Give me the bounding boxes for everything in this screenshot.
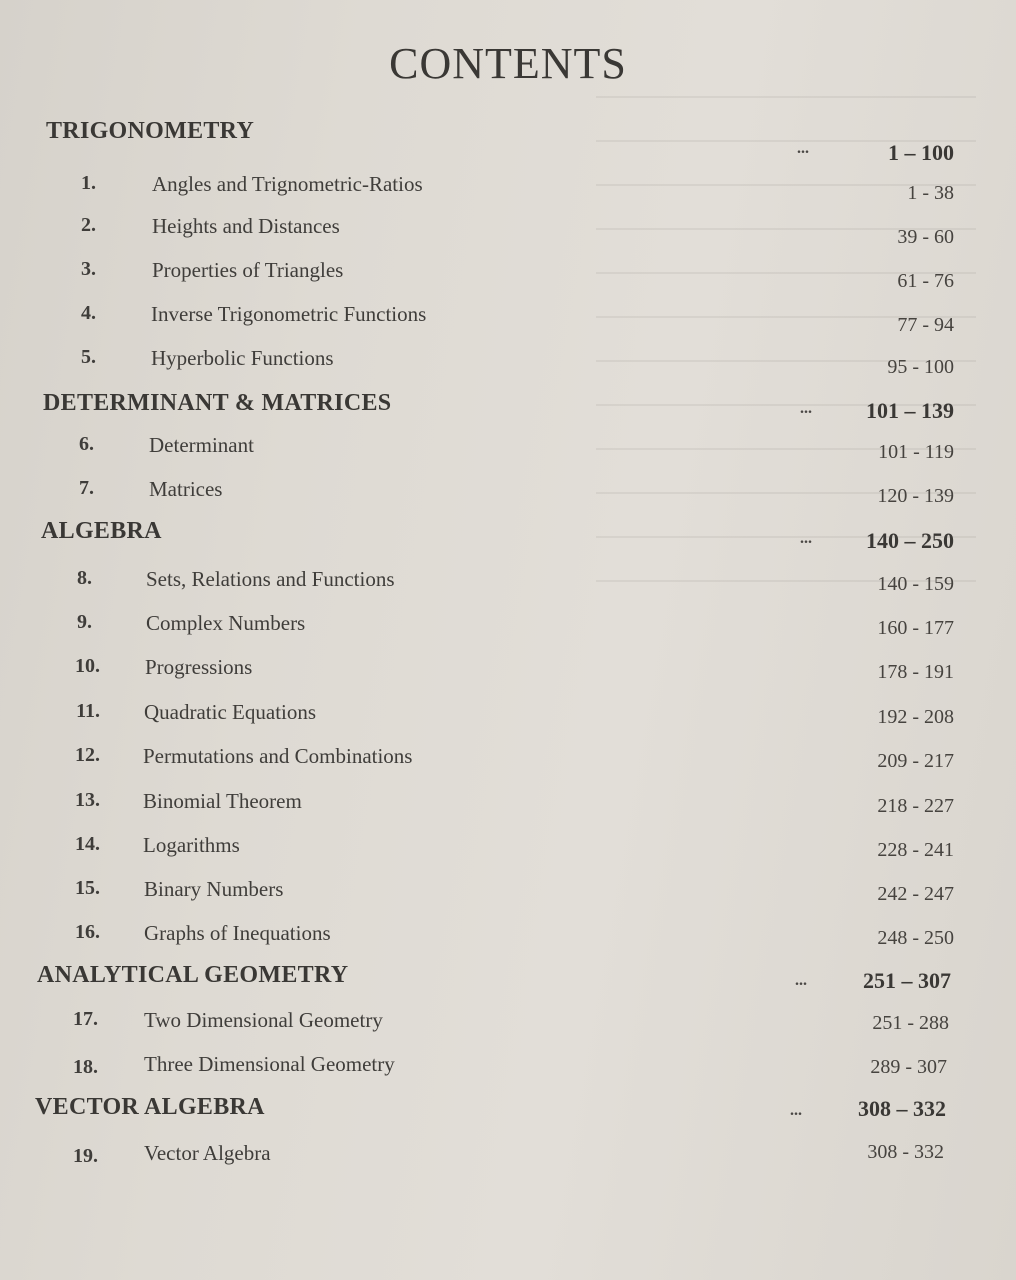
chapter-title: Matrices bbox=[149, 477, 223, 501]
chapter-row bbox=[0, 611, 1016, 641]
chapter-pages: 218 - 227 bbox=[877, 795, 954, 817]
chapter-title: Vector Algebra bbox=[144, 1141, 271, 1165]
chapter-row bbox=[0, 1008, 1016, 1038]
chapter-row bbox=[0, 1141, 1016, 1171]
chapter-title: Sets, Relations and Functions bbox=[146, 567, 395, 591]
chapter-number: 11. bbox=[76, 700, 100, 722]
chapter-number: 15. bbox=[75, 877, 100, 899]
chapter-title: Permutations and Combinations bbox=[143, 744, 413, 768]
chapter-number: 19. bbox=[73, 1145, 98, 1167]
chapter-title: Three Dimensional Geometry bbox=[144, 1052, 395, 1076]
section-pages: 1 – 100 bbox=[888, 140, 954, 165]
chapter-row bbox=[0, 258, 1016, 292]
section-analytical-geometry bbox=[0, 962, 1016, 992]
chapter-title: Properties of Triangles bbox=[152, 258, 344, 282]
chapter-number: 16. bbox=[75, 921, 100, 943]
chapter-pages: 209 - 217 bbox=[877, 750, 954, 772]
chapter-number: 8. bbox=[77, 567, 92, 589]
chapter-title: Binomial Theorem bbox=[143, 789, 302, 813]
chapter-number: 5. bbox=[81, 346, 96, 368]
chapter-title: Heights and Distances bbox=[152, 214, 340, 238]
chapter-number: 14. bbox=[75, 833, 100, 855]
chapter-pages: 160 - 177 bbox=[877, 617, 954, 639]
section-label: ANALYTICAL GEOMETRY bbox=[37, 962, 349, 988]
chapter-number: 13. bbox=[75, 789, 100, 811]
chapter-title: Inverse Trigonometric Functions bbox=[151, 302, 427, 326]
chapter-number: 17. bbox=[73, 1008, 98, 1030]
leader-dots: ... bbox=[795, 972, 807, 989]
chapter-title: Two Dimensional Geometry bbox=[144, 1008, 383, 1032]
chapter-row bbox=[0, 789, 1016, 819]
section-determinant-matrices bbox=[0, 390, 1016, 423]
chapter-row bbox=[0, 1052, 1016, 1082]
chapter-row bbox=[0, 700, 1016, 730]
page-title: CONTENTS bbox=[389, 39, 627, 88]
chapter-row bbox=[0, 172, 1016, 202]
chapter-number: 7. bbox=[79, 477, 94, 499]
chapter-pages: 95 - 100 bbox=[887, 356, 954, 378]
chapter-number: 18. bbox=[73, 1056, 98, 1078]
section-label: TRIGONOMETRY bbox=[46, 118, 255, 144]
chapter-title: Binary Numbers bbox=[144, 877, 284, 901]
chapter-title: Complex Numbers bbox=[146, 611, 306, 635]
leader-dots: ... bbox=[800, 530, 812, 547]
chapter-number: 2. bbox=[81, 214, 96, 236]
chapter-number: 10. bbox=[75, 655, 100, 677]
chapter-number: 6. bbox=[79, 433, 94, 455]
chapter-row bbox=[0, 833, 1016, 863]
chapter-pages: 289 - 307 bbox=[870, 1056, 947, 1078]
chapter-row bbox=[0, 214, 1016, 248]
section-pages: 101 – 139 bbox=[866, 398, 954, 423]
chapter-title: Hyperbolic Functions bbox=[151, 346, 334, 370]
section-pages: 140 – 250 bbox=[866, 528, 954, 553]
chapter-row bbox=[0, 477, 1016, 507]
chapter-pages: 1 - 38 bbox=[907, 182, 954, 204]
chapter-pages: 61 - 76 bbox=[897, 270, 954, 292]
chapter-row bbox=[0, 567, 1016, 597]
chapter-pages: 101 - 119 bbox=[878, 441, 954, 463]
leader-dots: ... bbox=[797, 140, 809, 157]
chapter-title: Logarithms bbox=[143, 833, 240, 857]
chapter-pages: 242 - 247 bbox=[877, 883, 954, 905]
chapter-number: 9. bbox=[77, 611, 92, 633]
chapter-pages: 39 - 60 bbox=[897, 226, 954, 248]
section-algebra bbox=[0, 518, 1016, 553]
chapter-number: 1. bbox=[81, 172, 96, 194]
chapter-pages: 77 - 94 bbox=[897, 314, 954, 336]
chapter-row bbox=[0, 346, 1016, 376]
chapter-row bbox=[0, 877, 1016, 907]
chapter-row bbox=[0, 744, 1016, 774]
leader-dots: ... bbox=[790, 1102, 802, 1119]
chapter-title: Quadratic Equations bbox=[144, 700, 317, 724]
section-pages: 251 – 307 bbox=[863, 968, 951, 993]
chapter-pages: 228 - 241 bbox=[877, 839, 954, 861]
section-label: VECTOR ALGEBRA bbox=[35, 1094, 265, 1120]
section-trigonometry bbox=[0, 118, 1016, 165]
chapter-number: 3. bbox=[81, 258, 96, 280]
chapter-row bbox=[0, 302, 1016, 336]
chapter-pages: 140 - 159 bbox=[877, 573, 954, 595]
chapter-row bbox=[0, 921, 1016, 951]
chapter-pages: 192 - 208 bbox=[877, 706, 954, 728]
chapter-number: 4. bbox=[81, 302, 96, 324]
chapter-title: Angles and Trignometric-Ratios bbox=[152, 172, 423, 196]
chapter-pages: 248 - 250 bbox=[877, 927, 954, 949]
section-label: DETERMINANT & MATRICES bbox=[43, 390, 392, 416]
chapter-pages: 251 - 288 bbox=[872, 1012, 949, 1034]
chapter-title: Progressions bbox=[145, 655, 253, 679]
chapter-title: Graphs of Inequations bbox=[144, 921, 331, 945]
section-pages: 308 – 332 bbox=[858, 1096, 946, 1121]
section-label: ALGEBRA bbox=[41, 518, 162, 544]
chapter-pages: 120 - 139 bbox=[877, 485, 954, 507]
section-vector-algebra bbox=[0, 1094, 1016, 1124]
chapter-row bbox=[0, 655, 1016, 685]
chapter-number: 12. bbox=[75, 744, 100, 766]
chapter-pages: 178 - 191 bbox=[877, 661, 954, 683]
leader-dots: ... bbox=[800, 400, 812, 417]
chapter-title: Determinant bbox=[149, 433, 254, 457]
chapter-row bbox=[0, 433, 1016, 463]
chapter-pages: 308 - 332 bbox=[867, 1141, 944, 1163]
